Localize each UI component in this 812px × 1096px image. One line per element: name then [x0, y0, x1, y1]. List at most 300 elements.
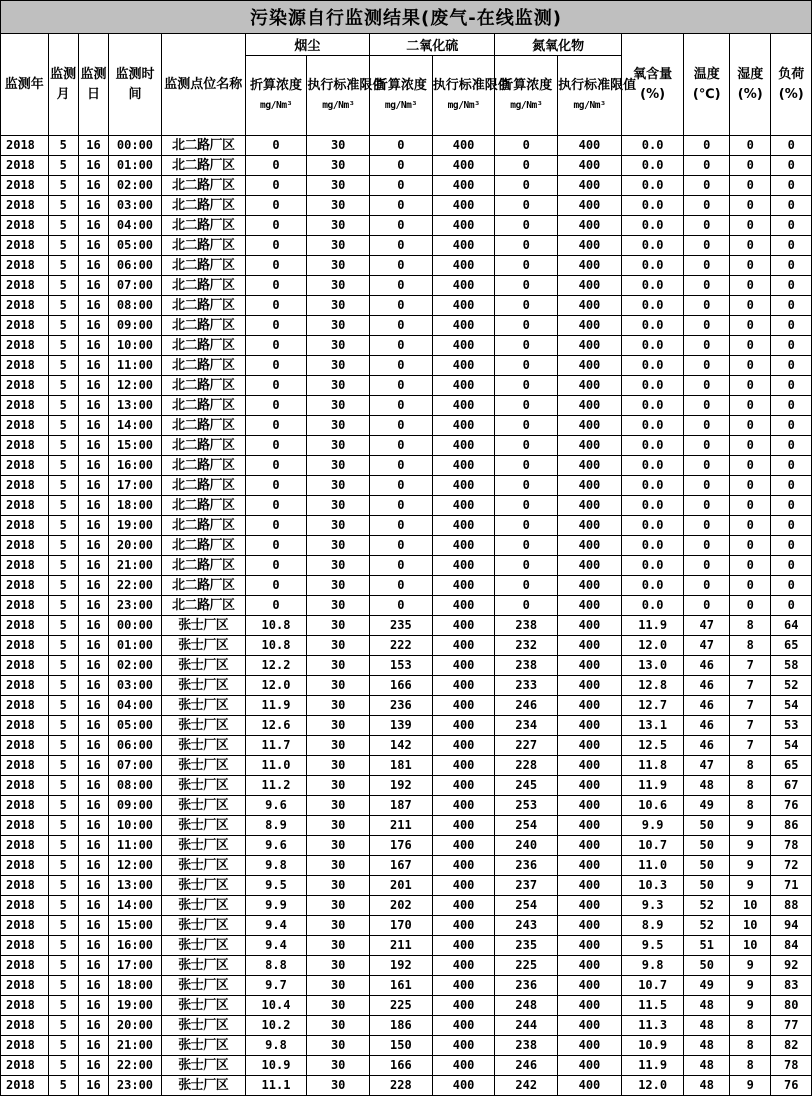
cell-day: 16	[78, 236, 108, 256]
cell-nox-limit: 400	[558, 976, 622, 996]
cell-year: 2018	[1, 296, 49, 316]
cell-time: 05:00	[109, 716, 162, 736]
cell-site: 北二路厂区	[161, 496, 245, 516]
cell-temperature: 50	[684, 876, 730, 896]
cell-time: 22:00	[109, 1056, 162, 1076]
cell-year: 2018	[1, 976, 49, 996]
cell-dust-conc: 8.8	[245, 956, 307, 976]
cell-so2-limit: 400	[432, 736, 495, 756]
cell-nox-conc: 0	[495, 496, 558, 516]
table-row	[1, 1056, 812, 1076]
cell-year: 2018	[1, 996, 49, 1016]
cell-day: 16	[78, 676, 108, 696]
cell-so2-conc: 0	[370, 396, 433, 416]
cell-so2-conc: 0	[370, 436, 433, 456]
cell-day: 16	[78, 896, 108, 916]
cell-day: 16	[78, 996, 108, 1016]
cell-temperature: 48	[684, 996, 730, 1016]
cell-year: 2018	[1, 836, 49, 856]
cell-site: 北二路厂区	[161, 376, 245, 396]
cell-temperature: 46	[684, 656, 730, 676]
cell-dust-conc: 0	[245, 476, 307, 496]
cell-so2-limit: 400	[432, 516, 495, 536]
cell-so2-limit: 400	[432, 976, 495, 996]
cell-so2-conc: 0	[370, 236, 433, 256]
cell-year: 2018	[1, 1016, 49, 1036]
cell-nox-conc: 225	[495, 956, 558, 976]
cell-site: 北二路厂区	[161, 316, 245, 336]
cell-temperature: 0	[684, 236, 730, 256]
cell-nox-conc: 0	[495, 256, 558, 276]
cell-time: 05:00	[109, 236, 162, 256]
cell-dust-limit: 30	[307, 916, 370, 936]
cell-dust-conc: 9.8	[245, 856, 307, 876]
cell-month: 5	[48, 156, 78, 176]
cell-nox-limit: 400	[558, 316, 622, 336]
cell-day: 16	[78, 296, 108, 316]
cell-site: 张士厂区	[161, 936, 245, 956]
cell-month: 5	[48, 436, 78, 456]
cell-year: 2018	[1, 616, 49, 636]
table-row	[1, 756, 812, 776]
cell-month: 5	[48, 396, 78, 416]
cell-site: 张士厂区	[161, 836, 245, 856]
cell-so2-limit: 400	[432, 616, 495, 636]
cell-humidity: 0	[729, 276, 770, 296]
cell-nox-conc: 240	[495, 836, 558, 856]
cell-month: 5	[48, 296, 78, 316]
cell-month: 5	[48, 636, 78, 656]
cell-humidity: 10	[729, 916, 770, 936]
cell-dust-conc: 8.9	[245, 816, 307, 836]
cell-dust-limit: 30	[307, 456, 370, 476]
cell-nox-conc: 0	[495, 136, 558, 156]
cell-nox-limit: 400	[558, 816, 622, 836]
cell-site: 张士厂区	[161, 776, 245, 796]
cell-load: 54	[771, 736, 812, 756]
cell-nox-conc: 0	[495, 516, 558, 536]
table-row	[1, 536, 812, 556]
cell-dust-limit: 30	[307, 396, 370, 416]
cell-temperature: 0	[684, 256, 730, 276]
cell-humidity: 8	[729, 776, 770, 796]
cell-so2-conc: 0	[370, 556, 433, 576]
header-oxygen: 氧含量(%)	[621, 34, 684, 136]
cell-so2-limit: 400	[432, 196, 495, 216]
cell-temperature: 0	[684, 496, 730, 516]
cell-dust-limit: 30	[307, 136, 370, 156]
cell-temperature: 48	[684, 776, 730, 796]
cell-month: 5	[48, 1056, 78, 1076]
table-row	[1, 1036, 812, 1056]
cell-month: 5	[48, 1076, 78, 1096]
cell-time: 15:00	[109, 436, 162, 456]
cell-humidity: 0	[729, 556, 770, 576]
cell-day: 16	[78, 316, 108, 336]
cell-dust-limit: 30	[307, 876, 370, 896]
cell-so2-limit: 400	[432, 1036, 495, 1056]
cell-time: 03:00	[109, 196, 162, 216]
cell-so2-conc: 201	[370, 876, 433, 896]
cell-so2-limit: 400	[432, 936, 495, 956]
table-row	[1, 636, 812, 656]
cell-dust-limit: 30	[307, 1016, 370, 1036]
cell-time: 23:00	[109, 596, 162, 616]
cell-dust-limit: 30	[307, 276, 370, 296]
cell-year: 2018	[1, 716, 49, 736]
cell-nox-limit: 400	[558, 556, 622, 576]
cell-humidity: 0	[729, 256, 770, 276]
cell-so2-limit: 400	[432, 556, 495, 576]
cell-humidity: 9	[729, 1076, 770, 1096]
cell-time: 14:00	[109, 416, 162, 436]
cell-dust-conc: 9.4	[245, 916, 307, 936]
cell-month: 5	[48, 356, 78, 376]
cell-nox-conc: 0	[495, 396, 558, 416]
cell-dust-limit: 30	[307, 416, 370, 436]
cell-so2-conc: 181	[370, 756, 433, 776]
cell-oxygen: 0.0	[621, 356, 684, 376]
cell-nox-conc: 248	[495, 996, 558, 1016]
cell-temperature: 0	[684, 556, 730, 576]
cell-load: 94	[771, 916, 812, 936]
cell-nox-conc: 245	[495, 776, 558, 796]
cell-oxygen: 0.0	[621, 236, 684, 256]
table-row	[1, 1016, 812, 1036]
cell-day: 16	[78, 196, 108, 216]
cell-nox-conc: 0	[495, 176, 558, 196]
cell-nox-limit: 400	[558, 216, 622, 236]
cell-load: 0	[771, 596, 812, 616]
cell-site: 张士厂区	[161, 656, 245, 676]
cell-day: 16	[78, 276, 108, 296]
cell-nox-conc: 236	[495, 856, 558, 876]
table-row	[1, 216, 812, 236]
cell-load: 0	[771, 356, 812, 376]
cell-temperature: 0	[684, 576, 730, 596]
table-row	[1, 856, 812, 876]
cell-year: 2018	[1, 776, 49, 796]
cell-dust-conc: 0	[245, 296, 307, 316]
cell-temperature: 46	[684, 676, 730, 696]
cell-humidity: 9	[729, 816, 770, 836]
cell-nox-conc: 253	[495, 796, 558, 816]
header-time: 监测时间	[109, 34, 162, 136]
cell-oxygen: 9.8	[621, 956, 684, 976]
cell-oxygen: 0.0	[621, 596, 684, 616]
cell-day: 16	[78, 356, 108, 376]
cell-load: 0	[771, 236, 812, 256]
cell-so2-limit: 400	[432, 956, 495, 976]
cell-site: 张士厂区	[161, 996, 245, 1016]
cell-humidity: 0	[729, 496, 770, 516]
cell-oxygen: 0.0	[621, 276, 684, 296]
cell-dust-limit: 30	[307, 196, 370, 216]
cell-oxygen: 0.0	[621, 516, 684, 536]
cell-time: 01:00	[109, 636, 162, 656]
cell-humidity: 0	[729, 336, 770, 356]
report-title: 污染源自行监测结果(废气-在线监测)	[1, 1, 812, 34]
cell-oxygen: 0.0	[621, 576, 684, 596]
cell-time: 10:00	[109, 816, 162, 836]
cell-so2-limit: 400	[432, 256, 495, 276]
cell-time: 13:00	[109, 396, 162, 416]
table-row	[1, 876, 812, 896]
cell-temperature: 0	[684, 376, 730, 396]
cell-time: 23:00	[109, 1076, 162, 1096]
cell-nox-limit: 400	[558, 576, 622, 596]
cell-month: 5	[48, 976, 78, 996]
cell-humidity: 9	[729, 836, 770, 856]
cell-month: 5	[48, 756, 78, 776]
cell-dust-limit: 30	[307, 496, 370, 516]
cell-dust-conc: 0	[245, 536, 307, 556]
cell-dust-conc: 0	[245, 456, 307, 476]
cell-dust-conc: 11.9	[245, 696, 307, 716]
cell-dust-conc: 12.0	[245, 676, 307, 696]
so2-limit-header: 执行标准限值 mg/Nm³	[432, 56, 495, 136]
cell-oxygen: 10.6	[621, 796, 684, 816]
cell-temperature: 49	[684, 796, 730, 816]
cell-so2-conc: 0	[370, 276, 433, 296]
cell-time: 06:00	[109, 736, 162, 756]
cell-site: 北二路厂区	[161, 476, 245, 496]
cell-so2-conc: 0	[370, 336, 433, 356]
cell-humidity: 7	[729, 716, 770, 736]
cell-load: 0	[771, 536, 812, 556]
cell-site: 北二路厂区	[161, 416, 245, 436]
cell-temperature: 52	[684, 896, 730, 916]
cell-oxygen: 11.3	[621, 1016, 684, 1036]
cell-year: 2018	[1, 156, 49, 176]
cell-nox-limit: 400	[558, 496, 622, 516]
cell-dust-limit: 30	[307, 776, 370, 796]
cell-temperature: 48	[684, 1056, 730, 1076]
cell-humidity: 0	[729, 376, 770, 396]
cell-site: 张士厂区	[161, 916, 245, 936]
cell-dust-limit: 30	[307, 1076, 370, 1096]
cell-time: 10:00	[109, 336, 162, 356]
cell-so2-limit: 400	[432, 776, 495, 796]
cell-day: 16	[78, 176, 108, 196]
cell-so2-conc: 142	[370, 736, 433, 756]
cell-dust-conc: 0	[245, 276, 307, 296]
cell-site: 北二路厂区	[161, 596, 245, 616]
cell-time: 16:00	[109, 936, 162, 956]
cell-dust-conc: 9.5	[245, 876, 307, 896]
cell-dust-conc: 10.4	[245, 996, 307, 1016]
cell-nox-limit: 400	[558, 416, 622, 436]
cell-site: 张士厂区	[161, 816, 245, 836]
cell-humidity: 0	[729, 536, 770, 556]
cell-humidity: 8	[729, 756, 770, 776]
cell-so2-conc: 0	[370, 516, 433, 536]
cell-dust-limit: 30	[307, 676, 370, 696]
cell-humidity: 0	[729, 296, 770, 316]
cell-year: 2018	[1, 476, 49, 496]
cell-month: 5	[48, 256, 78, 276]
cell-nox-conc: 0	[495, 376, 558, 396]
cell-so2-conc: 222	[370, 636, 433, 656]
cell-time: 13:00	[109, 876, 162, 896]
table-row	[1, 616, 812, 636]
cell-oxygen: 0.0	[621, 296, 684, 316]
cell-time: 18:00	[109, 976, 162, 996]
cell-nox-conc: 232	[495, 636, 558, 656]
cell-dust-limit: 30	[307, 216, 370, 236]
cell-dust-conc: 11.1	[245, 1076, 307, 1096]
cell-time: 00:00	[109, 616, 162, 636]
cell-month: 5	[48, 796, 78, 816]
cell-dust-limit: 30	[307, 756, 370, 776]
cell-humidity: 8	[729, 796, 770, 816]
so2-conc-header: 折算浓度 mg/Nm³	[370, 56, 433, 136]
table-row	[1, 676, 812, 696]
cell-time: 12:00	[109, 856, 162, 876]
cell-nox-conc: 254	[495, 816, 558, 836]
cell-dust-conc: 0	[245, 336, 307, 356]
cell-month: 5	[48, 556, 78, 576]
cell-dust-conc: 11.7	[245, 736, 307, 756]
cell-so2-conc: 0	[370, 156, 433, 176]
group-header-dust: 烟尘	[245, 34, 369, 56]
cell-humidity: 0	[729, 476, 770, 496]
cell-day: 16	[78, 416, 108, 436]
cell-nox-conc: 0	[495, 156, 558, 176]
cell-dust-limit: 30	[307, 316, 370, 336]
cell-temperature: 46	[684, 716, 730, 736]
cell-day: 16	[78, 136, 108, 156]
cell-temperature: 47	[684, 616, 730, 636]
cell-load: 84	[771, 936, 812, 956]
cell-year: 2018	[1, 356, 49, 376]
cell-humidity: 0	[729, 416, 770, 436]
cell-time: 15:00	[109, 916, 162, 936]
cell-day: 16	[78, 956, 108, 976]
cell-dust-limit: 30	[307, 376, 370, 396]
cell-so2-conc: 0	[370, 376, 433, 396]
table-row	[1, 656, 812, 676]
cell-temperature: 0	[684, 276, 730, 296]
cell-day: 16	[78, 976, 108, 996]
cell-oxygen: 10.9	[621, 1036, 684, 1056]
cell-time: 22:00	[109, 576, 162, 596]
cell-temperature: 49	[684, 976, 730, 996]
cell-dust-limit: 30	[307, 476, 370, 496]
cell-nox-limit: 400	[558, 456, 622, 476]
cell-day: 16	[78, 456, 108, 476]
table-row	[1, 716, 812, 736]
cell-dust-conc: 0	[245, 176, 307, 196]
cell-temperature: 0	[684, 416, 730, 436]
cell-so2-conc: 187	[370, 796, 433, 816]
cell-load: 0	[771, 136, 812, 156]
cell-dust-conc: 9.4	[245, 936, 307, 956]
cell-nox-conc: 0	[495, 216, 558, 236]
cell-dust-limit: 30	[307, 1056, 370, 1076]
cell-day: 16	[78, 656, 108, 676]
cell-day: 16	[78, 796, 108, 816]
cell-year: 2018	[1, 276, 49, 296]
cell-oxygen: 11.9	[621, 776, 684, 796]
cell-dust-conc: 0	[245, 556, 307, 576]
cell-year: 2018	[1, 816, 49, 836]
cell-humidity: 9	[729, 976, 770, 996]
cell-year: 2018	[1, 396, 49, 416]
cell-so2-conc: 166	[370, 676, 433, 696]
cell-month: 5	[48, 336, 78, 356]
cell-nox-conc: 0	[495, 236, 558, 256]
cell-so2-conc: 192	[370, 956, 433, 976]
cell-month: 5	[48, 316, 78, 336]
cell-month: 5	[48, 276, 78, 296]
cell-oxygen: 11.0	[621, 856, 684, 876]
cell-day: 16	[78, 256, 108, 276]
cell-nox-limit: 400	[558, 336, 622, 356]
table-row	[1, 256, 812, 276]
cell-load: 52	[771, 676, 812, 696]
cell-nox-conc: 0	[495, 556, 558, 576]
cell-load: 76	[771, 1076, 812, 1096]
cell-site: 张士厂区	[161, 716, 245, 736]
cell-oxygen: 0.0	[621, 536, 684, 556]
cell-day: 16	[78, 816, 108, 836]
cell-dust-conc: 10.2	[245, 1016, 307, 1036]
cell-month: 5	[48, 136, 78, 156]
cell-oxygen: 12.8	[621, 676, 684, 696]
cell-humidity: 0	[729, 216, 770, 236]
header-site: 监测点位名称	[161, 34, 245, 136]
cell-month: 5	[48, 896, 78, 916]
cell-nox-limit: 400	[558, 756, 622, 776]
cell-oxygen: 13.1	[621, 716, 684, 736]
cell-dust-conc: 9.7	[245, 976, 307, 996]
cell-dust-conc: 9.6	[245, 836, 307, 856]
cell-so2-limit: 400	[432, 756, 495, 776]
table-row	[1, 356, 812, 376]
cell-dust-conc: 10.9	[245, 1056, 307, 1076]
table-row	[1, 936, 812, 956]
table-row	[1, 156, 812, 176]
cell-site: 张士厂区	[161, 956, 245, 976]
cell-day: 16	[78, 1036, 108, 1056]
cell-time: 03:00	[109, 676, 162, 696]
cell-year: 2018	[1, 176, 49, 196]
cell-load: 0	[771, 176, 812, 196]
cell-dust-conc: 12.2	[245, 656, 307, 676]
cell-temperature: 47	[684, 756, 730, 776]
cell-year: 2018	[1, 1056, 49, 1076]
cell-so2-conc: 150	[370, 1036, 433, 1056]
table-row	[1, 556, 812, 576]
cell-month: 5	[48, 376, 78, 396]
cell-oxygen: 12.5	[621, 736, 684, 756]
cell-time: 17:00	[109, 476, 162, 496]
cell-dust-limit: 30	[307, 656, 370, 676]
cell-temperature: 50	[684, 836, 730, 856]
cell-dust-limit: 30	[307, 536, 370, 556]
cell-oxygen: 0.0	[621, 396, 684, 416]
cell-year: 2018	[1, 536, 49, 556]
cell-oxygen: 11.9	[621, 1056, 684, 1076]
cell-so2-conc: 202	[370, 896, 433, 916]
cell-year: 2018	[1, 416, 49, 436]
cell-dust-conc: 0	[245, 216, 307, 236]
cell-temperature: 52	[684, 916, 730, 936]
cell-site: 北二路厂区	[161, 396, 245, 416]
cell-time: 21:00	[109, 556, 162, 576]
cell-dust-conc: 0	[245, 236, 307, 256]
